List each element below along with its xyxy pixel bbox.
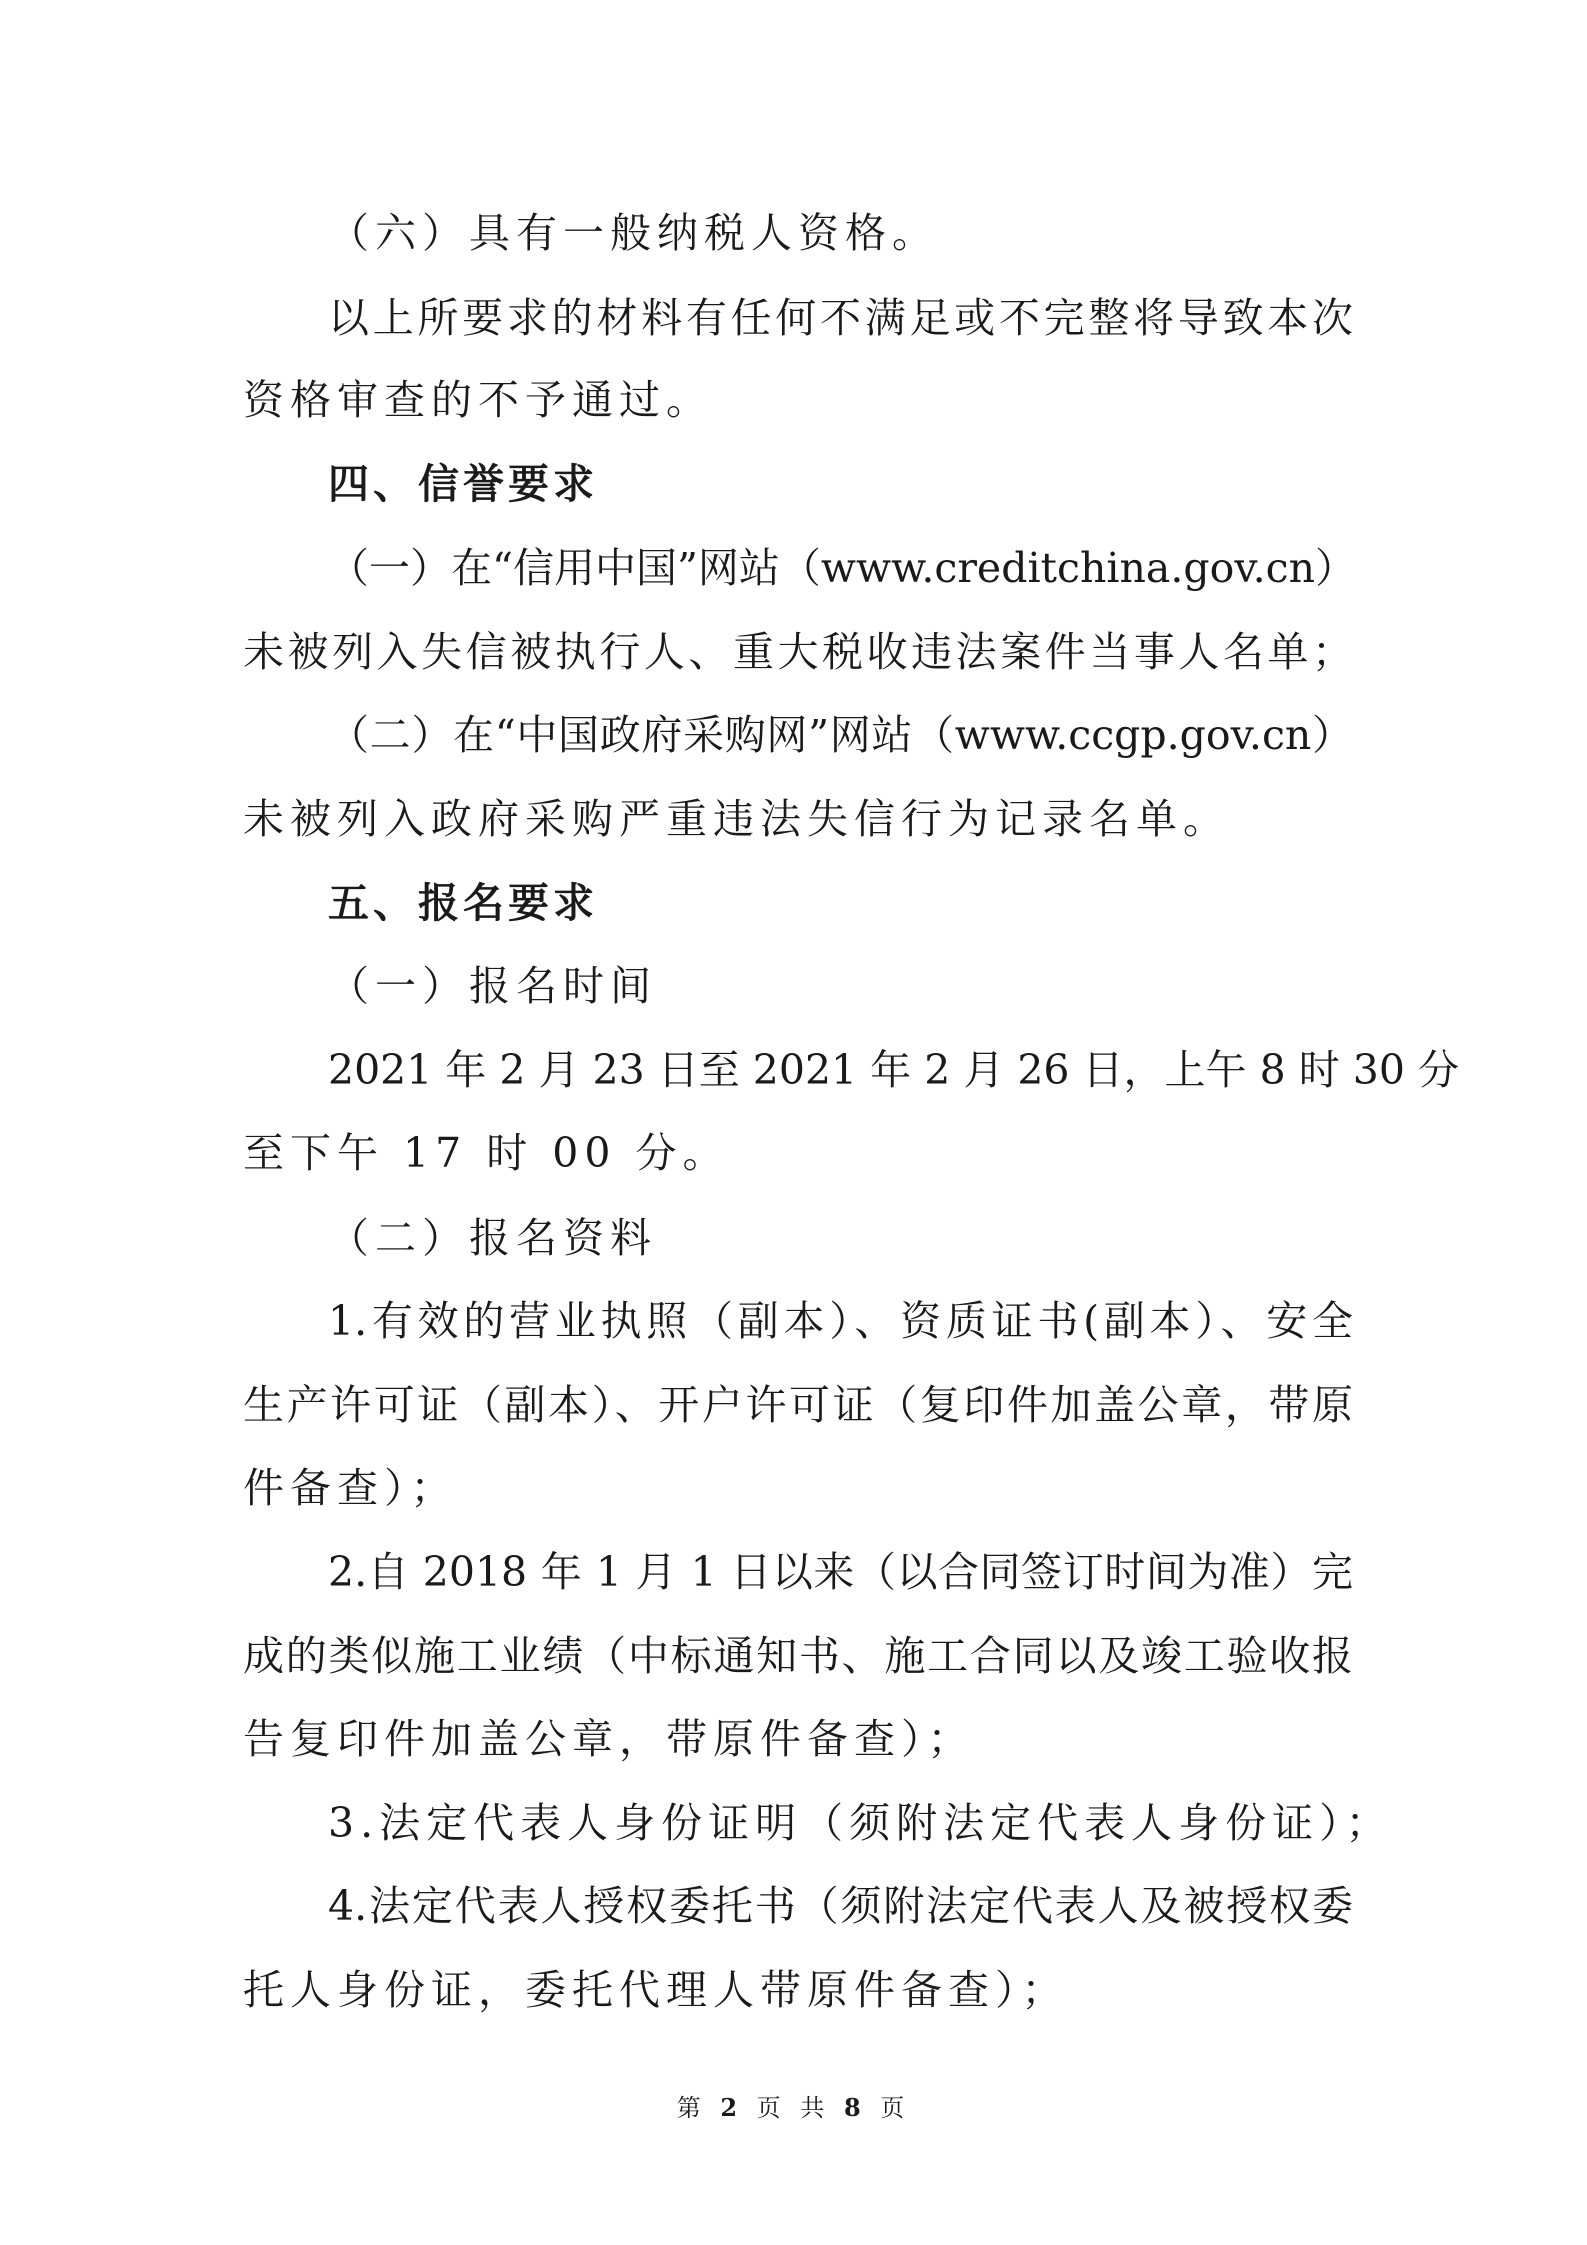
list-item-line: 4.法定代表人授权委托书（须附法定代表人及被授权委 — [328, 1882, 1353, 1930]
list-item-line: 3.法定代表人身份证明（须附法定代表人身份证）； — [328, 1799, 1393, 1847]
list-item-line: 生产许可证（副本）、开户许可证（复印件加盖公章，带原 — [243, 1381, 1353, 1429]
footer-prefix: 第 — [676, 2094, 707, 2122]
footer-middle: 页 共 — [756, 2094, 831, 2122]
section-heading: 四、信誉要求 — [328, 460, 598, 508]
subsection-heading: （二）报名资料 — [328, 1214, 657, 1262]
list-item-line: 托人身份证，委托代理人带原件备查）； — [243, 1966, 1069, 2014]
list-item-line: 告复印件加盖公章，带原件备查）； — [243, 1715, 975, 1763]
section-heading: 五、报名要求 — [328, 879, 598, 927]
page-footer — [0, 2093, 1587, 2123]
paragraph-line: 2021 年 2 月 23 日至 2021 年 2 月 26 日，上午 8 时 30 分 — [328, 1046, 1459, 1094]
list-item-line: 成的类似施工业绩（中标通知书、施工合同以及竣工验收报 — [243, 1632, 1353, 1680]
paragraph-line: （一）在“信用中国”网站（www.creditchina.gov.cn） — [328, 544, 1357, 592]
paragraph-line: 未被列入失信被执行人、重大税收违法案件当事人名单； — [243, 628, 1353, 676]
paragraph-line: （二）在“中国政府采购网”网站（www.ccgp.gov.cn） — [328, 711, 1353, 759]
paragraph-line: 至下午 17 时 00 分。 — [243, 1129, 730, 1177]
list-item-line: 2.自 2018 年 1 月 1 日以来（以合同签订时间为准）完 — [328, 1548, 1353, 1596]
list-item-line: 1.有效的营业执照（副本）、资质证书(副本）、安全 — [328, 1297, 1353, 1345]
subsection-heading: （一）报名时间 — [328, 962, 657, 1010]
paragraph-line: 未被列入政府采购严重违法失信行为记录名单。 — [243, 795, 1230, 843]
paragraph-line: 资格审查的不予通过。 — [243, 376, 713, 424]
paragraph-line: 以上所要求的材料有任何不满足或不完整将导致本次 — [328, 294, 1353, 342]
total-pages-number: 8 — [843, 2093, 867, 2122]
footer-suffix: 页 — [880, 2094, 911, 2122]
current-page-number: 2 — [720, 2093, 744, 2122]
list-item-line: 件备查）； — [243, 1464, 458, 1512]
paragraph-line: （六）具有一般纳税人资格。 — [328, 209, 939, 257]
